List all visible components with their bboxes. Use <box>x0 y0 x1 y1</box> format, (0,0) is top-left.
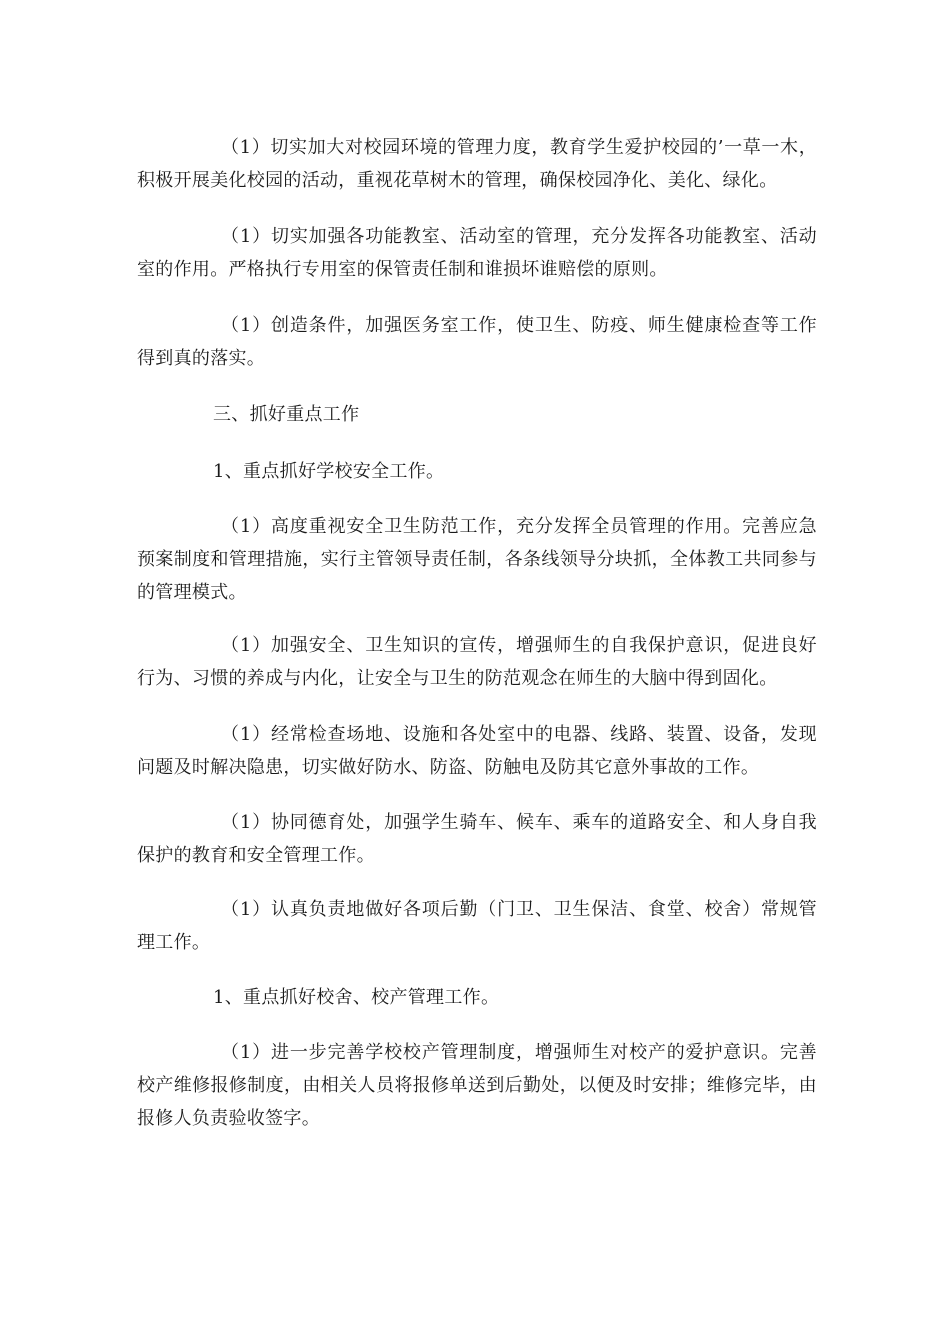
paragraph-campus-environment: （1）切实加大对校园环境的管理力度，教育学生爱护校园的’一草一木，积极开展美化校园的活动，重视花草树木的管理，确保校园净化、美化、绿化。 <box>137 137 817 191</box>
paragraph-safety-prevention: （1）高度重视安全卫生防范工作，充分发挥全员管理的作用。完善应急预案制度和管理措施，实行主管领导责任制，各条线领导分块抓，全体教工共同参与的管理模式。 <box>137 516 817 603</box>
subheading-safety-work: 1、重点抓好学校安全工作。 <box>213 461 445 482</box>
paragraph-safety-publicity: （1）加强安全、卫生知识的宣传，增强师生的自我保护意识，促进良好行为、习惯的养成与内化，让安全与卫生的防范观念在师生的大脑中得到固化。 <box>137 635 817 689</box>
subheading-property-management: 1、重点抓好校舍、校产管理工作。 <box>213 987 500 1008</box>
paragraph-property-system: （1）进一步完善学校校产管理制度，增强师生对校产的爱护意识。完善校产维修报修制度，由相关人员将报修单送到后勤处，以便及时安排；维修完毕，由报修人负责验收签字。 <box>137 1042 817 1129</box>
paragraph-function-rooms: （1）切实加强各功能教室、活动室的管理，充分发挥各功能教室、活动室的作用。严格执行专用室的保管责任制和谁损坏谁赔偿的原则。 <box>137 226 817 280</box>
paragraph-road-safety: （1）协同德育处，加强学生骑车、候车、乘车的道路安全、和人身自我保护的教育和安全管理工作。 <box>137 812 817 866</box>
paragraph-logistics: （1）认真负责地做好各项后勤（门卫、卫生保洁、食堂、校舍）常规管理工作。 <box>137 899 817 953</box>
section-heading-key-work: 三、抓好重点工作 <box>213 404 360 425</box>
paragraph-clinic: （1）创造条件，加强医务室工作，使卫生、防疫、师生健康检查等工作得到真的落实。 <box>137 315 817 369</box>
paragraph-facility-inspection: （1）经常检查场地、设施和各处室中的电器、线路、装置、设备，发现问题及时解决隐患，切实做好防水、防盗、防触电及防其它意外事故的工作。 <box>137 724 817 778</box>
